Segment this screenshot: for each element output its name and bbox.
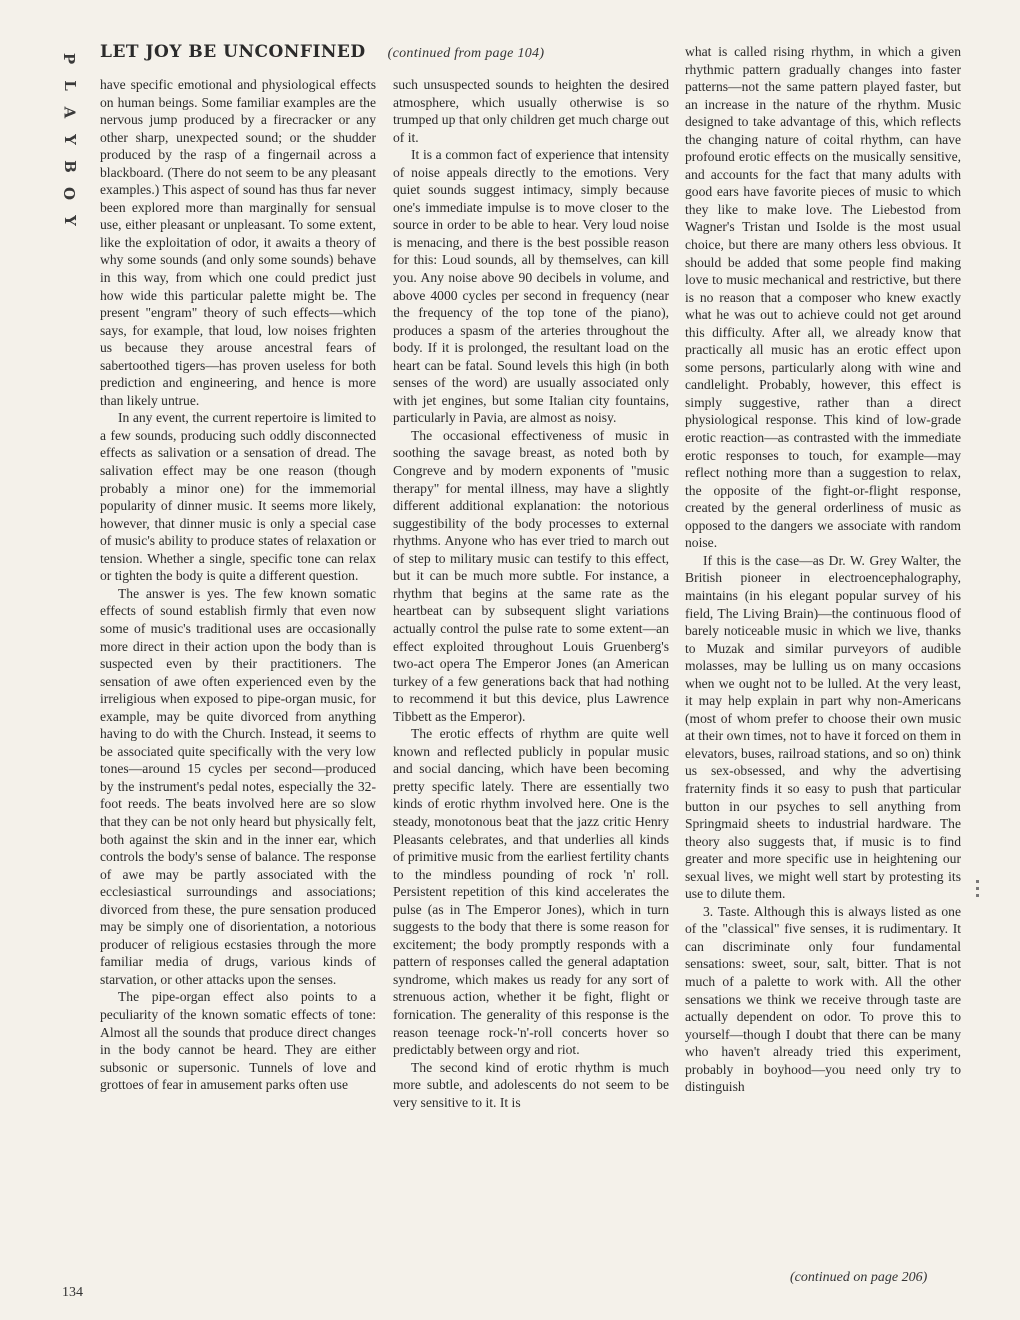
masthead-letter: O xyxy=(60,186,79,201)
continued-from-note: (continued from page 104) xyxy=(387,46,545,61)
paragraph: If this is the case—as Dr. W. Grey Walter, the British pioneer in electroencephalography, maintains (in his elegant popular survey of his field, The Living Brain)—the continuous flood of barely noticeable music in which we live, thanks to Muzak and similar purveyors of audible molasses, may be lulling us on many occasions when we ought not to be lulled. At the very least, it may help explain in part why non-Americans (most of whom prefer to choose their own music at their own times, not to have it forced on them in elevators, buses, railroad stations, and so on) think us sex-obsessed, and why the advertising fraternity finds it so easy to push that particular button in our psyches to sell anything from Springmaid sheets to industrial hardware. The theory also suggests that, if music is to find greater and more specific use in heightening our sexual lives, we might well start by protesting its use to dilute them. xyxy=(685,552,961,902)
text-column-1 xyxy=(100,76,376,1094)
paragraph: what is called rising rhythm, in which a given rhythmic pattern gradually changes into faster patterns—not the same pattern played faster, but an increase in the nature of the rhythm. Music designed to take advantage of this, which reflects the changing nature of coital rhythm, can have profound erotic effects on the musically sensitive, and accounts for the fact that many adults with good ears have favorite pieces of music to which they like to make love. The Liebestod from Wagner's Tristan und Isolde is the most usual choice, but there are many others less obvious. It should be added that some people find making love to music mechanical and restrictive, but there is no reason that a composer who knew exactly what he was out to achieve could not get around this difficulty. After all, we already know that practically all music has an erotic effect upon some persons, particularly along with wine and candlelight. Probably, however, this effect is simply suggestive, rather than a direct physiological response. This kind of low-grade erotic reaction—as contrasted with the immediate erotic responses to touch, for example—may reflect nothing more than a suggestion to relax, the opposite of the fight-or-flight response, created by the general orderliness of music as opposed to the dangers we associate with random noise. xyxy=(685,44,961,551)
masthead-letter: Y xyxy=(60,134,79,145)
paragraph: 3. Taste. Although this is always listed as one of the "classical" five senses, it is rudimentary. It can discriminate only four fundamental sensations: sweet, sour, salt, bitter. That is not much of a palette to work with. All the other sensations we think we receive through taste are actually dependent on odor. To prove this to yourself—though I doubt that there can be many who haven't already tried this experiment, probably in boyhood—you need only try to distinguish xyxy=(685,903,961,1095)
masthead-letter: B xyxy=(60,160,79,173)
paragraph: have specific emotional and physiological effects on human beings. Some familiar examples are the nervous jump produced by a firecracker or any other sharp, unexpected sound; or the shudder produced by the rasp of a fingernail across a blackboard. (There do not seem to be any pleasant examples.) This aspect of sound has thus far never been explored more than marginally for sensual use, either pleasant or unpleasant. To some extent, like the exploitation of odor, it awaits a theory of why some sounds (and only some sounds) behave in this way, from which one could predict just how wide this particular palette might be. The present "engram" theory of such effects—which says, for example, that loud, low noises frighten us because they arouse ancestral fears of sabertoothed tigers—has proven useless for both prediction and engineering, and hence is more than likely untrue. xyxy=(100,77,376,408)
page-number: 134 xyxy=(62,1285,83,1300)
paragraph: The answer is yes. The few known somatic effects of sound establish firmly that even now some of music's traditional uses are occasionally more direct in their action upon the body than is suspected even by their practitioners. The sensation of awe often experienced even by the irreligious when exposed to pipe-organ music, for example, may be quite divorced from anything having to do with the Church. Instead, it seems to be associated quite specifically with the very low tones—around 15 cycles per second—produced by the instrument's pedal notes, especially the 32-foot reeds. The beats involved here are so slow that they can be not only heard but physically felt, both against the skin and in the inner ear, which controls the body's sense of balance. The response of awe may be partly associated with the ecclesiastical surroundings and associations; divorced from these, the pure sensation produced may be simply one of disorientation, a notorious producer of religious ecstasies through the more familiar media of drugs, various kinds of starvation, or other attacks upon the senses. xyxy=(100,585,376,987)
masthead-letter: A xyxy=(60,106,79,119)
continued-on-note: (continued on page 206) xyxy=(790,1270,928,1285)
article-title: LET JOY BE UNCONFINED xyxy=(100,42,366,62)
text-column-3 xyxy=(685,43,961,1096)
paragraph: In any event, the current repertoire is limited to a few sounds, producing such oddly disconnected effects as salivation or a sensation of dread. The salivation effect may be one reason (though probably a minor one) for the immemorial popularity of dinner music. It seems more likely, however, that dinner music is only a special case of music's ability to produce states of relaxation or tension. Whether a single, specific tone can relax or tighten the body is quite a different question. xyxy=(100,410,376,584)
masthead-vertical xyxy=(58,45,80,234)
article-header xyxy=(100,42,544,64)
paragraph: such unsuspected sounds to heighten the desired atmosphere, which usually otherwise is so trumped up that only children get much charge out of it. xyxy=(393,77,669,145)
text-column-2 xyxy=(393,76,669,1111)
paragraph: The pipe-organ effect also points to a peculiarity of the known somatic effects of tone: Almost all the sounds that produce direct changes in the body cannot be heard. They are either subsonic or supersonic. Tunnels of love and grottoes of fear in amusement parks often use xyxy=(100,989,376,1093)
paragraph: The erotic effects of rhythm are quite well known and reflected publicly in popular music and social dancing, which have been becoming pretty specific lately. There are essentially two kinds of erotic rhythm involved here. One is the steady, monotonous beat that the jazz critic Henry Pleasants celebrates, and that underlies all kinds of primitive music from the earliest fertility chants to the mindless pounding of rock 'n' roll. Persistent repetition of this kind accelerates the pulse (as in The Emperor Jones), which in turn suggests to the body that there is some reason for excitement; the body promptly responds with a pattern of responses called the general adaptation syndrome, which makes us ready for any sort of strenuous action, whether it be fight, flight or fornication. The generality of this response is the reason teenage rock-'n'-roll concerts hover so predictably between orgy and riot. xyxy=(393,726,669,1058)
masthead-letter: L xyxy=(60,80,79,91)
masthead-letter: P xyxy=(60,52,79,65)
paragraph: The occasional effectiveness of music in soothing the savage breast, as noted both by Congreve and by modern exponents of "music therapy" for mental illness, may have a slightly different additional explanation: the notorious suggestibility of the body processes to external rhythms. Anyone who has ever tried to march out of step to military music can testify to this effect, but it can be much more subtle. For instance, a rhythm that begins at the same rate as the heartbeat can by subsequent slight variations actually control the pulse rate to some extent—an effect exploited throughout Louis Gruenberg's two-act opera The Emperor Jones (an American turkey of a few generations back that had nothing to recommend it but this device, plus Lawrence Tibbett as the Emperor). xyxy=(393,427,669,724)
paragraph: The second kind of erotic rhythm is much more subtle, and adolescents do not seem to be very sensitive to it. It is xyxy=(393,1059,669,1110)
masthead-letter: Y xyxy=(60,215,79,226)
paragraph: It is a common fact of experience that intensity of noise appeals directly to the emotions. Very quiet sounds suggest intimacy, simply because one's immediate impulse is to move closer to the source in order to be able to hear. Very loud noise is menacing, and there is the best possible reason for this: Loud sounds, all by themselves, can kill you. Any noise above 90 decibels in volume, and above 4000 cycles per second in frequency (near the frequency of the top tone of the piano), produces a spasm of the arteries throughout the body. If it is prolonged, the resultant load on the heart can be fatal. Sound levels this high (in both senses of the word) are usually associated only with jet engines, but some Italian city fountains, particularly in Pavia, are almost as noisy. xyxy=(393,147,669,426)
margin-mark xyxy=(976,880,979,897)
